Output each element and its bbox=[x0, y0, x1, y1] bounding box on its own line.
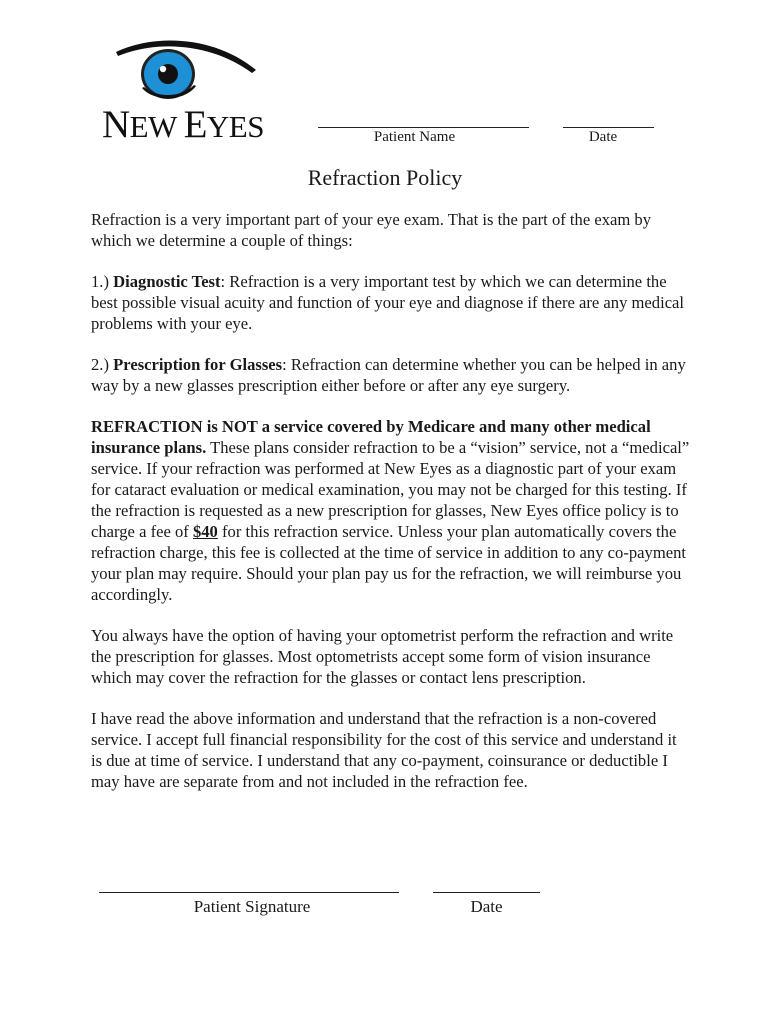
policy-body bbox=[91, 209, 691, 812]
footer-date-label: Date bbox=[470, 897, 503, 916]
patient-name-label: Patient Name bbox=[373, 129, 456, 145]
option-paragraph: You always have the option of having your optometrist perform the refraction and write the prescription for glasses. Most optometrists accept some form of vision insurance which may cover the refraction for the glasses or contact lens prescription. bbox=[91, 626, 674, 687]
header-date-label: Date bbox=[588, 129, 618, 145]
page-title: Refraction Policy bbox=[307, 165, 463, 190]
new-eyes-logo bbox=[98, 36, 288, 146]
acknowledgement-paragraph: I have read the above information and understand that the refraction is a non-covered service. I accept full financial responsibility for the cost of this service and understand it is due at time of service. I understand that any co-payment, coinsurance or deductible I may have are separate from and not included in the refraction fee. bbox=[91, 709, 677, 791]
patient-signature-line bbox=[99, 892, 399, 893]
footer-date-line bbox=[433, 892, 540, 893]
patient-name-line bbox=[318, 127, 529, 128]
fee-amount: $40 bbox=[192, 522, 218, 541]
logo-wordmark: NEW EYES bbox=[102, 103, 264, 146]
intro-paragraph: Refraction is a very important part of your eye exam. That is the part of the exam by which we determine a couple of things: bbox=[91, 210, 652, 250]
item-prescription: 2.) Prescription for Glasses: Refraction can determine whether you can be helped in any way by a new glasses prescription either before or after any eye surgery. bbox=[91, 355, 686, 395]
patient-signature-label: Patient Signature bbox=[193, 897, 311, 916]
policy-paragraph: REFRACTION is NOT a service covered by Medicare and many other medical insurance plans. These plans consider refraction to be a “vision” service, not a “medical” service. If your refraction was performed at New Eyes as a diagnostic part of your exam for cataract evaluation or medical examination, you may not be charged for this testing. If the refraction is requested as a new prescription for glasses, New Eyes office policy is to charge a fee of $40 for this refraction service. Unless your plan automatically covers the refraction charge, this fee is collected at the time of service in addition to any co-payment your plan may require. Should your plan pay us for the refraction, we will reimburse you accordingly. bbox=[91, 417, 690, 604]
header-date-line bbox=[563, 127, 654, 128]
item-diagnostic-test: 1.) Diagnostic Test: Refraction is a very important test by which we can determine the best possible visual acuity and function of your eye and diagnose if there are any medical problems with your eye. bbox=[91, 272, 685, 333]
eye-icon bbox=[98, 36, 288, 106]
